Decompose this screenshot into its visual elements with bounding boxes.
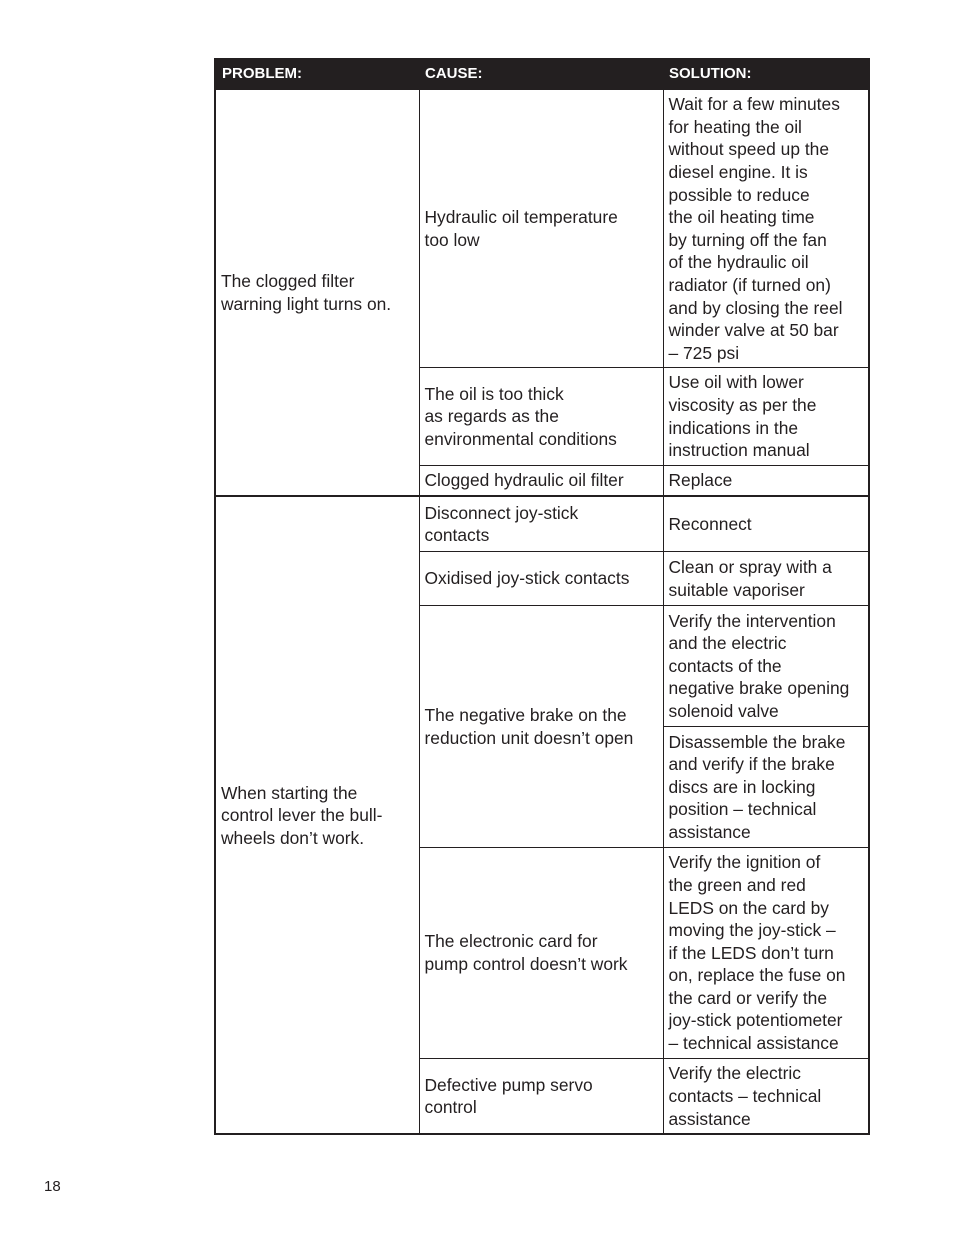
solution-cell: Verify the intervention and the electric contacts of the negative brake opening solenoid valve	[663, 605, 869, 726]
header-problem: PROBLEM:	[215, 58, 419, 89]
header-row	[215, 58, 869, 89]
solution-cell: Replace	[663, 465, 869, 496]
table-row	[215, 89, 869, 367]
solution-cell: Use oil with lower viscosity as per the indications in the instruction manual	[663, 367, 869, 465]
problem-cell: The clogged filter warning light turns on.	[215, 89, 419, 496]
solution-cell: Verify the ignition of the green and red LEDS on the card by moving the joy-stick – if the LEDS don’t turn on, replace the fuse on the card or verify the joy-stick potentiometer – technical assistance	[663, 847, 869, 1058]
solution-cell: Clean or spray with a suitable vaporiser	[663, 551, 869, 605]
table-row	[215, 496, 869, 551]
cause-cell: The electronic card for pump control doesn’t work	[419, 847, 663, 1058]
header-cause: CAUSE:	[419, 58, 663, 89]
cause-cell: The negative brake on the reduction unit doesn’t open	[419, 605, 663, 847]
cause-cell: Oxidised joy-stick contacts	[419, 551, 663, 605]
cause-cell: The oil is too thick as regards as the environmental conditions	[419, 367, 663, 465]
header-solution: SOLUTION:	[663, 58, 869, 89]
troubleshooting-table	[214, 58, 870, 1135]
cause-cell: Clogged hydraulic oil filter	[419, 465, 663, 496]
solution-cell: Verify the electric contacts – technical assistance	[663, 1058, 869, 1134]
cause-cell: Defective pump servo control	[419, 1058, 663, 1134]
solution-cell: Disassemble the brake and verify if the brake discs are in locking position – technical assistance	[663, 726, 869, 847]
cause-cell: Hydraulic oil temperature too low	[419, 89, 663, 367]
solution-cell: Wait for a few minutes for heating the oil without speed up the diesel engine. It is possible to reduce the oil heating time by turning off the fan of the hydraulic oil radiator (if turned on) and by closing the reel winder valve at 50 bar – 725 psi	[663, 89, 869, 367]
problem-cell: When starting the control lever the bull- wheels don’t work.	[215, 496, 419, 1134]
cause-cell: Disconnect joy-stick contacts	[419, 496, 663, 551]
solution-cell: Reconnect	[663, 496, 869, 551]
page-number: 18	[44, 1178, 61, 1195]
